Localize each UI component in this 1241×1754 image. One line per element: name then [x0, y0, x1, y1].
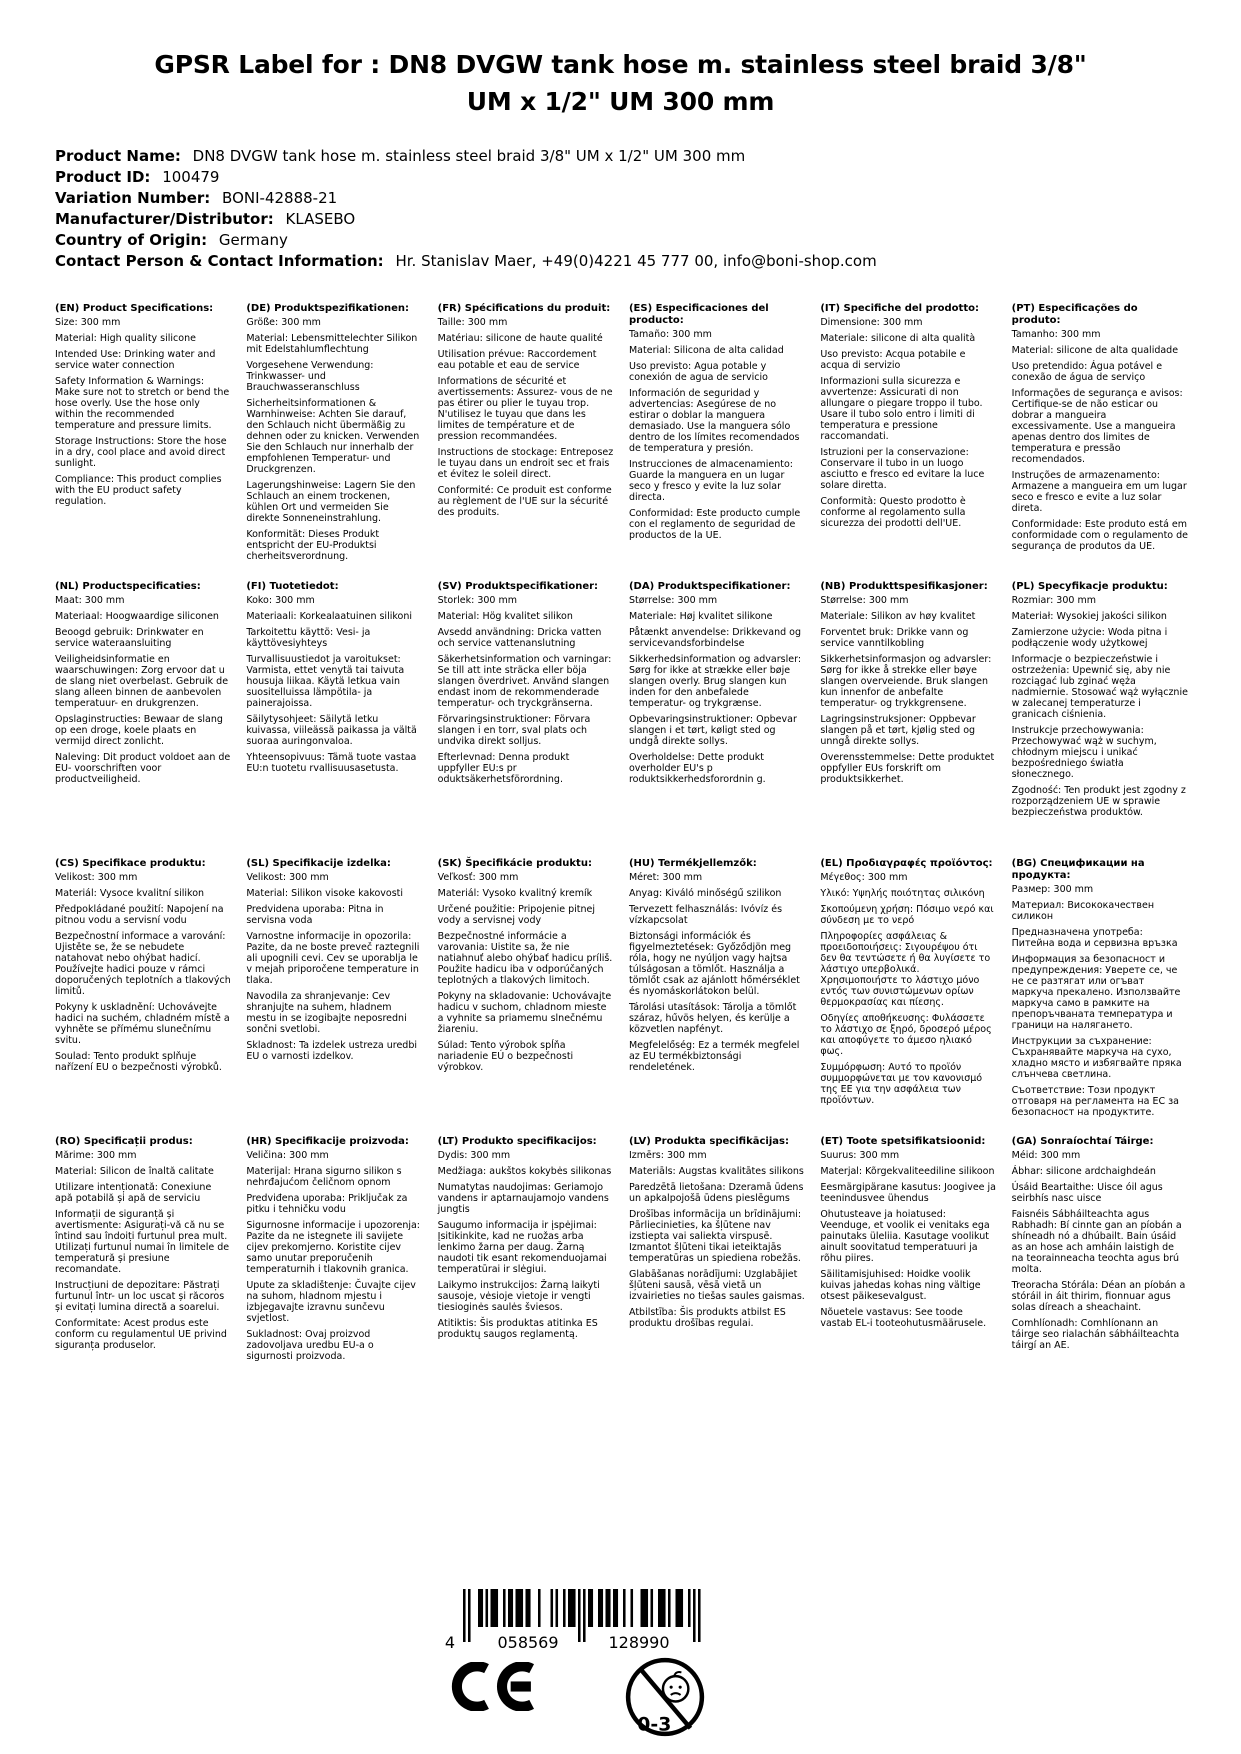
spec-section-nl: [55, 581, 231, 790]
spec-paragraph: Σκοπούμενη χρήση: Πόσιμο νερό και σύνδεση με το νερό: [820, 904, 994, 926]
spec-paragraph: Faisnéis Sábháilteachta agus Rabhadh: Bí cinnte gan an píobán a shíneadh nó a dhúbailt. Bain úsáid as an hose ach amháin laistigh de na teorainneacha teochta agus brú molta.: [1011, 1208, 1182, 1275]
spec-paragraph: Veiligheidsinformatie en waarschuwingen: Zorg ervoor dat u de slang niet overbelast. Gebruik de slang alleen binnen de aanbevolen temperatuur- en drukgrenzen.: [55, 653, 229, 709]
spec-paragraph: Materiaali: Korkealaatuinen silikoni: [246, 610, 412, 622]
spec-paragraph: Instruções de armazenamento: Armazene a mangueira em um lugar seco e fresco e evite a luz solar direta.: [1011, 470, 1187, 514]
spec-paragraph: Eesmärgipärane kasutus: Joogivee ja teenindusvee ühendus: [820, 1181, 997, 1204]
spec-paragraph: Säkerhetsinformation och varningar: Se till att inte sträcka eller böja slangen överdrivet. Använd slangen endast inom de rekommenderade temperatur- och tryckgränserna.: [437, 653, 612, 709]
spec-paragraph: Lagringsinstruksjoner: Oppbevar slangen på et tørt, kjølig sted og unngå direkte sollys.: [820, 713, 976, 747]
spec-section-sk: [438, 858, 614, 1078]
barcode-first-digit: 4: [444, 1633, 456, 1651]
page-title: [131, 46, 1111, 120]
spec-paragraph: Nõuetele vastavus: See toode vastab EL-i tooteohutusmäärusele.: [820, 1306, 987, 1329]
spec-paragraph: Tárolási utasítások: Tárolja a tömlőt száraz, hűvös helyen, és kerülje a közvetlen napfényt.: [628, 1002, 797, 1035]
ean13-barcode: [438, 1589, 709, 1651]
spec-paragraph: Opbevaringsinstruktioner: Opbevar slangen i et tørt, køligt sted og undgå direkte sollys.: [628, 713, 797, 747]
spec-paragraph: Påtænkt anvendelse: Drikkevand og servicevandsforbindelse: [628, 626, 802, 649]
variation-number-label: Variation Number:: [55, 189, 211, 207]
spec-paragraph: Materiale: silicone di alta qualità: [820, 333, 976, 344]
spec-paragraph: Predviđena uporaba: Priključak za pitku i tehničku vodu: [246, 1192, 408, 1215]
manufacturer-label: Manufacturer/Distributor:: [55, 210, 274, 228]
spec-paragraph: Upute za skladištenje: Čuvajte cijev na suhom, hladnom mjestu i izbjegavajte izravnu sunčevu svjetlost.: [246, 1279, 416, 1324]
spec-paragraph: Tamanho: 300 mm: [1011, 329, 1101, 340]
spec-paragraph: Instrucciones de almacenamiento: Guarde la manguera en un lugar seco y fresco y evite la luz solar directa.: [628, 459, 793, 503]
spec-paragraph: Treoracha Stórála: Déan an píobán a stóráil in áit thirim, fionnuar agus solas díreach a sheachaint.: [1011, 1279, 1186, 1313]
spec-paragraph: Turvallisuustiedot ja varoitukset: Varmista, ettet venytä tai taivuta housuja liikaa. Käytä letkua vain suositelluissa lämpötila- ja painerajoissa.: [246, 653, 405, 709]
spec-paragraph: Material: Hög kvalitet silikon: [437, 610, 573, 622]
spec-paragraph: Anyag: Kiváló minőségű szilikon: [628, 888, 782, 899]
spec-paragraph: Storlek: 300 mm: [437, 594, 517, 606]
spec-section-nb: [820, 581, 996, 790]
spec-paragraph: Съответствие: Този продукт отговаря на регламента на ЕС за безопасност на продуктите.: [1011, 1085, 1179, 1118]
spec-paragraph: Sukladnost: Ovaj proizvod zadovoljava uredbu EU-a o sigurnosti proizvoda.: [246, 1328, 374, 1362]
spec-paragraph: Beoogd gebruik: Drinkwater en service wateraansluiting: [55, 626, 204, 649]
spec-paragraph: Materiał: Wysokiej jakości silikon: [1011, 610, 1167, 622]
spec-paragraph: Glabāšanas norādījumi: Uzglabājiet šļūteni sausā, vēsā vietā un izvairieties no tiešas saules gaismas.: [628, 1268, 805, 1302]
spec-paragraph: Οδηγίες αποθήκευσης: Φυλάσσετε το λάστιχο σε ξηρό, δροσερό μέρος και αποφύγετε το άμεσο ηλιακό φως.: [820, 1013, 992, 1057]
product-info-row: [55, 230, 877, 251]
product-id-label: Product ID:: [55, 168, 151, 186]
spec-paragraph: Pokyny k uskladnění: Uchovávejte hadici na suchém, chladném místě a vyhněte se přímému slunečnímu svitu.: [55, 1002, 230, 1046]
spec-section-lv: [629, 1136, 805, 1334]
spec-paragraph: Numatytas naudojimas: Geriamojo vandens ir aptarnaujamojo vandens jungtis: [437, 1181, 609, 1215]
spec-paragraph: Safety Information & Warnings: Make sure not to stretch or bend the hose overly. Use the hose only within the recommended temperature and pressure limits.: [55, 376, 230, 431]
spec-paragraph: Konformität: Dieses Produkt entspricht der EU-Produktsi cherheitsverordnung.: [246, 529, 380, 562]
spec-paragraph: Ohutusteave ja hoiatused: Veenduge, et voolik ei venitaks ega painutaks üleliia. Kasutage voolikut ainult soovitatud temperatuuri ja rõhu piires.: [820, 1208, 990, 1264]
product-info: [55, 146, 877, 272]
spec-paragraph: Navodila za shranjevanje: Cev shranjujte na suhem, hladnem mestu in se izogibajte neposredni sončni svetlobi.: [246, 991, 407, 1035]
spec-paragraph: Medžiaga: aukštos kokybės silikonas: [437, 1165, 612, 1177]
spec-paragraph: Υλικό: Υψηλής ποιότητας σιλικόνη: [820, 888, 985, 899]
country-of-origin-label: Country of Origin:: [55, 231, 208, 249]
spec-section-de: [246, 303, 422, 567]
spec-paragraph: Naleving: Dit product voldoet aan de EU- voorschriften voor productveiligheid.: [55, 751, 231, 785]
spec-paragraph: Informações de segurança e avisos: Certifique-se de não esticar ou dobrar a mangueira excessivamente. Use a mangueira apenas dentro dos limites de temperatura e pressão recomendados.: [1011, 388, 1183, 465]
spec-paragraph: Uso previsto: Agua potable y conexión de agua de servicio: [628, 361, 768, 383]
spec-paragraph: Drošības informācija un brīdinājumi: Pārliecinieties, ka šļūtene nav izstiepta vai saliekta virspusē. Izmantot šļūteni tikai ieteiktajās temperatūras un spiediena robežās.: [628, 1208, 802, 1264]
spec-paragraph: Material: High quality silicone: [55, 333, 196, 344]
spec-section-header: (SL) Specifikacije izdelka:: [246, 858, 391, 869]
spec-paragraph: Lagerungshinweise: Lagern Sie den Schlauch an einem trockenen, kühlen Ort und vermeiden Sie direkte Sonneneinstrahlung.: [246, 480, 416, 524]
spec-section-el: [820, 858, 996, 1111]
spec-section-header: (EL) Προδιαγραφές προϊόντος:: [820, 858, 993, 869]
spec-paragraph: Material: Silikon visoke kakovosti: [246, 888, 404, 899]
age-warning-text: 0-3: [637, 1713, 672, 1736]
spec-section-en: [55, 303, 231, 512]
spec-section-header: (PT) Especificações do produto:: [1011, 303, 1138, 326]
spec-paragraph: Informazioni sulla sicurezza e avvertenze: Assicurati di non allungare o piegare troppo il tubo. Usare il tubo solo entro i limiti di temperatura e pressione raccomandati.: [820, 376, 983, 442]
spec-paragraph: Méid: 300 mm: [1011, 1149, 1081, 1161]
spec-section-header: (EN) Product Specifications:: [55, 303, 214, 314]
spec-section-it: [820, 303, 996, 534]
spec-paragraph: Conformidade: Este produto está em conformidade com o regulamento de segurança de produtos da UE.: [1011, 519, 1188, 552]
spec-section-header: (ET) Toote spetsifikatsioonid:: [820, 1135, 986, 1147]
spec-paragraph: Størrelse: 300 mm: [628, 594, 718, 606]
ce-mark-icon: [450, 1662, 534, 1711]
spec-paragraph: Sikkerhetsinformasjon og advarsler: Sørg for ikke å strekke eller bøye slangen overveiende. Bruk slangen kun innenfor de anbefalte temperatur- og trykkgrensene.: [820, 653, 992, 709]
product-name-value: DN8 DVGW tank hose m. stainless steel braid 3/8" UM x 1/2" UM 300 mm: [192, 147, 746, 165]
spec-paragraph: Conformité: Ce produit est conforme au règlement de l'UE sur la sécurité des produits.: [437, 485, 612, 518]
country-of-origin-value: Germany: [218, 231, 288, 249]
spec-paragraph: Zamierzone użycie: Woda pitna i podłączenie wody użytkowej: [1011, 626, 1168, 649]
spec-paragraph: Storage Instructions: Store the hose in a dry, cool place and avoid direct sunlight.: [55, 436, 227, 469]
spec-paragraph: Rozmiar: 300 mm: [1011, 594, 1096, 606]
spec-paragraph: Velikost: 300 mm: [55, 872, 138, 883]
contact-label: Contact Person & Contact Information:: [55, 252, 384, 270]
spec-section-es: [629, 303, 805, 546]
spec-paragraph: Bezpečnostné informácie a varovania: Uistite sa, že nie natiahnuť alebo ohýbať hadicu príliš. Použite hadicu iba v odporúčaných teplotných a tlakových limitoch.: [437, 931, 613, 986]
spec-paragraph: Taille: 300 mm: [437, 317, 508, 328]
spec-paragraph: Overholdelse: Dette produkt overholder EU's p roduktsikkerhedsforordnin g.: [628, 751, 766, 785]
spec-paragraph: Información de seguridad y advertencias: Asegúrese de no estirar o doblar la manguera demasiado. Use la manguera sólo dentro de los límites recomendados de temperatura y presión.: [628, 388, 800, 454]
spec-paragraph: Informații de siguranță și avertismente: Asigurați-vă că nu se întind sau îndoiți furtunul prea mult. Utilizați furtunul numai în limitele de temperatură și presiune recomandate.: [55, 1208, 230, 1275]
spec-paragraph: Vorgesehene Verwendung: Trinkwasser- und Brauchwasseranschluss: [246, 360, 374, 393]
spec-paragraph: Předpokládané použití: Napojení na pitnou vodu a servisní vodu: [55, 904, 224, 926]
spec-paragraph: Yhteensopivuus: Tämä tuote vastaa EU:n tuotetu rvallisuusasetusta.: [246, 751, 417, 774]
spec-section-header: (BG) Спецификации на продукта:: [1011, 858, 1145, 881]
spec-grid: [55, 303, 1188, 1413]
spec-paragraph: Размер: 300 mm: [1011, 884, 1094, 895]
spec-section-header: (LT) Produkto specifikacijos:: [437, 1135, 597, 1147]
spec-paragraph: Mărime: 300 mm: [55, 1149, 137, 1161]
spec-section-header: (GA) Sonraíochtaí Táirge:: [1011, 1135, 1154, 1147]
spec-section-lt: [438, 1136, 614, 1345]
spec-paragraph: Maat: 300 mm: [55, 594, 125, 606]
spec-section-header: (CS) Specifikace produktu:: [55, 858, 206, 869]
spec-paragraph: Dimensione: 300 mm: [820, 317, 923, 328]
spec-paragraph: Material: Silicon de înaltă calitate: [55, 1165, 214, 1177]
spec-section-bg: [1012, 858, 1188, 1123]
spec-section-header: (DA) Produktspecifikationer:: [628, 580, 791, 592]
spec-paragraph: Conformitate: Acest produs este conform cu regulamentul UE privind siguranța produselor.: [55, 1317, 227, 1351]
spec-section-pt: [1012, 303, 1188, 557]
spec-paragraph: Intended Use: Drinking water and service water connection: [55, 349, 216, 371]
spec-paragraph: Istruzioni per la conservazione: Conservare il tubo in un luogo asciutto e fresco ed evitare la luce solare diretta.: [820, 447, 985, 491]
spec-section-header: (DE) Produktspezifikationen:: [246, 303, 409, 314]
product-info-row: [55, 146, 877, 167]
spec-paragraph: Veľkosť: 300 mm: [437, 872, 519, 883]
spec-paragraph: Materijal: Hrana sigurno silikon s nehrđajućom čeličnom opnom: [246, 1165, 402, 1188]
spec-paragraph: Soulad: Tento produkt splňuje nařízení EU o bezpečnosti výrobků.: [55, 1051, 222, 1073]
spec-paragraph: Méret: 300 mm: [628, 872, 703, 883]
contact-value: Hr. Stanislav Maer, +49(0)4221 45 777 00, info@boni-shop.com: [395, 252, 877, 270]
spec-paragraph: Avsedd användning: Dricka vatten och service vattenanslutning: [437, 626, 602, 649]
spec-paragraph: Materiál: Vysoko kvalitný kremík: [437, 888, 593, 899]
product-info-row: [55, 188, 877, 209]
spec-paragraph: Size: 300 mm: [55, 317, 121, 328]
spec-section-header: (RO) Specificații produs:: [55, 1135, 193, 1147]
spec-paragraph: Velikost: 300 mm: [246, 872, 329, 883]
spec-section-fr: [438, 303, 614, 523]
spec-paragraph: Ábhar: silicone ardchaighdeán: [1011, 1165, 1156, 1177]
spec-section-header: (HU) Termékjellemzők:: [628, 858, 757, 869]
spec-paragraph: Materiale: Silikon av høy kvalitet: [820, 610, 976, 622]
spec-paragraph: Matériau: silicone de haute qualité: [437, 333, 603, 344]
spec-paragraph: Dydis: 300 mm: [437, 1149, 511, 1161]
spec-section-header: (FI) Tuotetiedot:: [246, 580, 339, 592]
product-info-row: [55, 167, 877, 188]
spec-section-header: (SK) Špecifikácie produktu:: [437, 858, 592, 869]
barcode-right-digits: 128990: [608, 1633, 670, 1651]
spec-paragraph: Instructions de stockage: Entreposez le tuyau dans un endroit sec et frais et évitez le soleil direct.: [437, 447, 614, 480]
spec-paragraph: Instrukcje przechowywania: Przechowywać wąż w suchym, chłodnym miejscu i unikać bezpośredniego światła słonecznego.: [1011, 724, 1157, 780]
spec-paragraph: Информация за безопасност и предупреждения: Уверете се, че не се разтягат или огъват маркуча прекалено. Използвайте маркуча само в рамките на препоръчваната температура и граници на налягането.: [1011, 954, 1181, 1031]
spec-paragraph: Atbilstība: Šis produkts atbilst ES produktu drošības regulai.: [628, 1306, 786, 1329]
spec-paragraph: Utilisation prévue: Raccordement eau potable et eau de service: [437, 349, 597, 371]
spec-paragraph: Instrucțiuni de depozitare: Păstrați furtunul într- un loc uscat și răcoros și evitați lumina directă a soarelui.: [55, 1279, 225, 1313]
spec-section-header: (SV) Produktspecifikationer:: [437, 580, 599, 592]
spec-paragraph: Uso previsto: Acqua potabile e acqua di servizio: [820, 349, 966, 371]
manufacturer-value: KLASEBO: [285, 210, 356, 228]
spec-paragraph: Saugumo informacija ir įspėjimai: Įsitikinkite, kad ne ruožas arba lenkimo žarna per daug. Žarną naudoti tik esant rekomenduojamai temperatūrai ir slėgiui.: [437, 1219, 607, 1275]
spec-paragraph: Opslaginstructies: Bewaar de slang op een droge, koele plaats en vermijd direct zonlicht.: [55, 713, 223, 747]
spec-paragraph: Materjal: Kõrgekvaliteediline silikoon: [820, 1165, 995, 1177]
spec-section-ro: [55, 1136, 231, 1356]
spec-paragraph: Säilitamisjuhised: Hoidke voolik kuivas jahedas kohas ning vältige otsest päikesevalgust.: [820, 1268, 981, 1302]
spec-paragraph: Úsáid Beartaithe: Uisce óil agus seirbhís nasc uisce: [1011, 1181, 1163, 1204]
spec-paragraph: Overensstemmelse: Dette produktet oppfyller EUs forskrift om produktsikkerhet.: [820, 751, 995, 785]
spec-paragraph: Zgodność: Ten produkt jest zgodny z rozporządzeniem UE w sprawie bezpieczeństwa produktów.: [1011, 784, 1186, 818]
spec-paragraph: Sikkerhedsinformation og advarsler: Sørg for ikke at strække eller bøje slangen overly. Brug slangen kun inden for den anbefalede temperatur- og trykgrænse.: [628, 653, 802, 709]
spec-section-ga: [1012, 1136, 1188, 1356]
product-id-value: 100479: [162, 168, 220, 186]
spec-paragraph: Varnostne informacije in opozorila: Pazite, da ne boste preveč raztegnili ali upognili cevi. Cev se uporablja le v mejah priporočene temperature in tlaka.: [246, 931, 420, 986]
spec-paragraph: Säilytysohjeet: Säilytä letku kuivassa, viileässä paikassa ja vältä suoraa auringonvaloa.: [246, 713, 417, 747]
spec-paragraph: Tervezett felhasználás: Ivóvíz és vízkapcsolat: [628, 904, 783, 926]
spec-paragraph: Informacje o bezpieczeństwie i ostrzeżenia: Upewnić się, aby nie rozciągać lub zginać węża nadmiernie. Stosować wąż wyłącznie w zalecanej temperaturze i granicach ciśnienia.: [1011, 653, 1188, 720]
spec-section-hu: [629, 858, 805, 1078]
spec-paragraph: Предназначена употреба: Питейна вода и сервизна връзка: [1011, 927, 1178, 949]
variation-number-value: BONI-42888-21: [222, 189, 338, 207]
product-info-row: [55, 209, 877, 230]
spec-section-fi: [246, 581, 422, 779]
spec-paragraph: Material: Lebensmittelechter Silikon mit Edelstahlumflechtung: [246, 333, 418, 355]
spec-paragraph: Compliance: This product complies with the EU product safety regulation.: [55, 474, 222, 507]
product-name-label: Product Name:: [55, 147, 181, 165]
spec-paragraph: Skladnost: Ta izdelek ustreza uredbi EU o varnosti izdelkov.: [246, 1040, 417, 1062]
spec-section-pl: [1012, 581, 1188, 823]
page-title-line2: UM x 1/2" UM 300 mm: [466, 87, 775, 116]
spec-paragraph: Comhlíonadh: Comhlíonann an táirge seo rialachán sábháilteachta táirgí an AE.: [1011, 1317, 1180, 1351]
spec-paragraph: Uso pretendido: Água potável e conexão de água de serviço: [1011, 361, 1163, 383]
spec-section-header: (FR) Spécifications du produit:: [437, 303, 611, 314]
spec-paragraph: Tarkoitettu käyttö: Vesi- ja käyttövesiyhteys: [246, 626, 371, 649]
spec-paragraph: Megfelelőség: Ez a termék megfelel az EU termékbiztonsági rendeletének.: [628, 1040, 800, 1073]
spec-paragraph: Paredzētā lietošana: Dzeramā ūdens un apkalpojošā ūdens pieslēgums: [628, 1181, 804, 1204]
spec-paragraph: Bezpečnostní informace a varování: Ujistěte se, že se nebudete natahovat nebo ohýbat hadicí. Používejte hadici pouze v rámci doporučených teplotních a tlakových limitů.: [55, 931, 231, 997]
spec-paragraph: Material: silicone de alta qualidade: [1011, 345, 1179, 356]
spec-paragraph: Sigurnosne informacije i upozorenja: Pazite da ne istegnete ili savijete cijev prekomjerno. Koristite cijev samo unutar preporučenih temperaturnih i tlakovnih granica.: [246, 1219, 420, 1275]
spec-section-da: [629, 581, 805, 790]
spec-section-header: (NL) Productspecificaties:: [55, 580, 201, 592]
spec-paragraph: Suurus: 300 mm: [820, 1149, 900, 1161]
spec-section-sl: [246, 858, 422, 1067]
spec-section-header: (HR) Specifikacije proizvoda:: [246, 1135, 409, 1147]
spec-paragraph: Laikymo instrukcijos: Žarną laikyti sausoje, vėsioje vietoje ir vengti tiesioginės saulės šviesos.: [437, 1279, 600, 1313]
spec-paragraph: Größe: 300 mm: [246, 317, 321, 328]
spec-section-header: (LV) Produkta specifikācijas:: [628, 1135, 789, 1147]
spec-paragraph: Určené použitie: Pripojenie pitnej vody a servisnej vody: [437, 904, 596, 926]
spec-paragraph: Koko: 300 mm: [246, 594, 315, 606]
spec-section-header: (NB) Produkttspesifikasjoner:: [820, 580, 988, 592]
spec-paragraph: Izmērs: 300 mm: [628, 1149, 707, 1161]
spec-paragraph: Størrelse: 300 mm: [820, 594, 909, 606]
spec-paragraph: Forventet bruk: Drikke vann og service vanntilkobling: [820, 626, 969, 649]
spec-section-sv: [438, 581, 614, 790]
spec-section-hr: [246, 1136, 422, 1367]
spec-paragraph: Инструкции за съхранение: Съхранявайте маркуча на сухо, хладно място и избягвайте пряка слънчева светлина.: [1011, 1036, 1182, 1080]
spec-paragraph: Materiál: Vysoce kvalitní silikon: [55, 888, 205, 899]
spec-section-header: (ES) Especificaciones del producto:: [628, 303, 769, 326]
spec-paragraph: Πληροφορίες ασφάλειας & προειδοποιήσεις: Σιγουρέψου ότι δεν θα τεντώσετε ή θα λυγίσετε το λάστιχο υπερβολικά. Χρησιμοποιήστε το λάστιχο μόνο εντός των συνιστώμενων ορίων θερμοκρασίας και πίεσης.: [820, 931, 991, 1008]
product-info-row: [55, 251, 877, 272]
spec-paragraph: Biztonsági információk és figyelmeztetések: Győződjön meg róla, hogy ne nyúljon vagy hajtsa túlságosan a tömlőt. Használja a tömlőt csak az ajánlott hőmérséklet és nyomáskorlátokon belül.: [628, 931, 800, 997]
spec-paragraph: Συμμόρφωση: Αυτό το προϊόν συμμορφώνεται με τον κανονισμό της ΕΕ για την ασφάλεια των προϊόντων.: [820, 1062, 983, 1106]
spec-paragraph: Conformidad: Este producto cumple con el reglamento de seguridad de productos de la UE.: [628, 508, 801, 541]
spec-paragraph: Tamaño: 300 mm: [628, 329, 712, 340]
spec-paragraph: Sicherheitsinformationen & Warnhinweise: Achten Sie darauf, den Schlauch nicht übermäßig zu dehnen oder zu knicken. Verwenden Sie den Schlauch nur innerhalb der empfohlenen Temperatur- und Druckgrenzen.: [246, 398, 420, 475]
age-warning-0-3-icon: [624, 1654, 706, 1740]
spec-paragraph: Förvaringsinstruktioner: Förvara slangen i en torr, sval plats och undvika direkt solljus.: [437, 713, 591, 747]
spec-paragraph: Informations de sécurité et avertissements: Assurez- vous de ne pas étirer ou plier le tuyau trop. N'utilisez le tuyau que dans les limites de température et de pression recommandées.: [437, 376, 613, 442]
spec-paragraph: Predvidena uporaba: Pitna in servisna voda: [246, 904, 384, 926]
spec-paragraph: Efterlevnad: Denna produkt uppfyller EU:s pr oduktsäkerhetsförordning.: [437, 751, 570, 785]
barcode-left-digits: 058569: [497, 1633, 559, 1651]
spec-paragraph: Atitiktis: Šis produktas atitinka ES produktų saugos reglamentą.: [437, 1317, 598, 1340]
spec-section-header: (PL) Specyfikacje produktu:: [1011, 580, 1168, 592]
spec-paragraph: Conformità: Questo prodotto è conforme al regolamento sulla sicurezza dei prodotti dell'UE.: [820, 496, 966, 529]
spec-paragraph: Veličina: 300 mm: [246, 1149, 329, 1161]
spec-paragraph: Materiāls: Augstas kvalitātes silikons: [628, 1165, 804, 1177]
spec-paragraph: Utilizare intenționată: Conexiune apă potabilă și apă de serviciu: [55, 1181, 212, 1204]
spec-paragraph: Pokyny na skladovanie: Uchovávajte hadicu v suchom, chladnom mieste a vyhnite sa priamemu slnečnému žiareniu.: [437, 991, 612, 1035]
spec-paragraph: Μέγεθος: 300 mm: [820, 872, 908, 883]
spec-paragraph: Материал: Висококачествен силикон: [1011, 900, 1155, 922]
page-title-line1: GPSR Label for : DN8 DVGW tank hose m. stainless steel braid 3/8": [154, 50, 1087, 79]
spec-paragraph: Material: Silicona de alta calidad: [628, 345, 784, 356]
spec-paragraph: Materiale: Høj kvalitet silikone: [628, 610, 773, 622]
spec-section-cs: [55, 858, 231, 1078]
spec-paragraph: Materiaal: Hoogwaardige siliconen: [55, 610, 219, 622]
spec-section-header: (IT) Specifiche del prodotto:: [820, 303, 979, 314]
spec-paragraph: Súlad: Tento výrobok spĺňa nariadenie EÚ o bezpečnosti výrobkov.: [437, 1040, 574, 1073]
spec-section-et: [820, 1136, 996, 1334]
